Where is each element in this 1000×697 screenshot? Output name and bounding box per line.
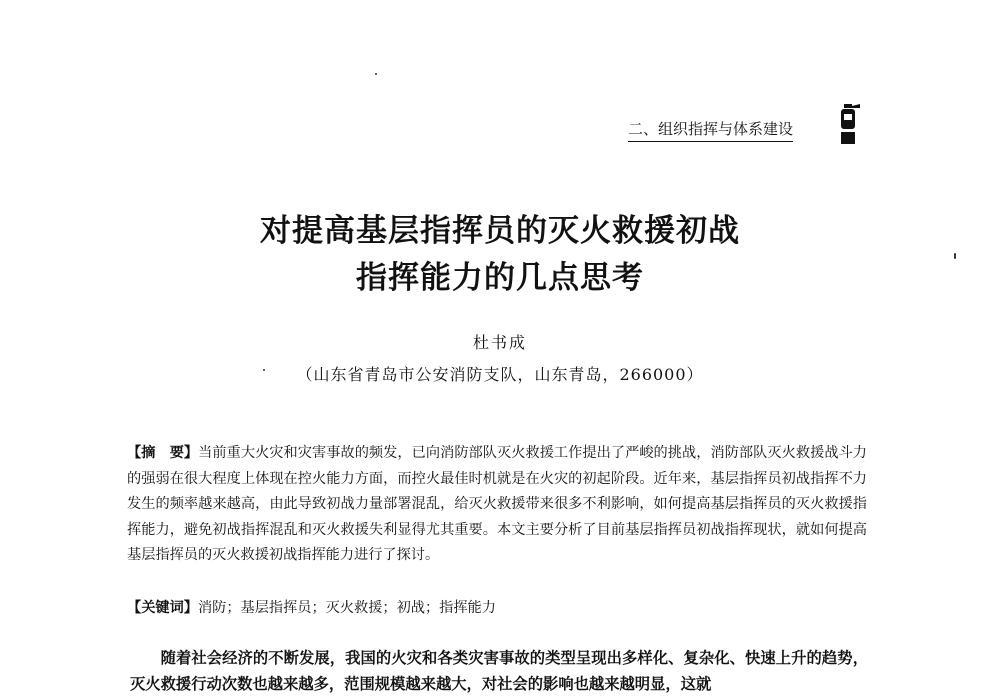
keywords bbox=[127, 597, 867, 617]
abstract bbox=[127, 441, 867, 569]
keywords-text: 消防；基层指挥员；灭火救援；初战；指挥能力 bbox=[197, 600, 496, 616]
section-header: 二、组织指挥与体系建设 bbox=[628, 118, 793, 142]
scan-speck bbox=[954, 253, 956, 259]
keywords-label: 【关键词】 bbox=[127, 600, 198, 616]
abstract-label: 【摘 要】 bbox=[127, 445, 199, 461]
fire-extinguisher-icon bbox=[836, 102, 862, 146]
scan-speck bbox=[375, 73, 377, 75]
abstract-text: 当前重大火灾和灾害事故的频发，已向消防部队灭火救援工作提出了严峻的挑战，消防部队灭火救援战斗力的强弱在很大程度上体现在控火能力方面，而控火最佳时机就是在火灾的初起阶段。近年来，基层指挥员初战指挥不力发生的频率越来越高，由此导致初战力量部署混乱，给灭火救援带来很多不利影响，如何提高基层指挥员的灭火救援指挥能力，避免初战指挥混乱和灭火救援失利显得尤其重要。本文主要分析了目前基层指挥员初战指挥现状，就如何提高基层指挥员的灭火救援初战指挥能力进行了探讨。 bbox=[127, 445, 867, 564]
scan-speck bbox=[263, 369, 265, 371]
paper-title-line-1: 对提高基层指挥员的灭火救援初战 bbox=[260, 213, 740, 249]
body-paragraph: 随着社会经济的不断发展，我国的火灾和各类灾害事故的类型呈现出多样化、复杂化、快速上升的趋势，灭火救援行动次数也越来越多，范围规模越来越大，对社会的影响也越来越明显，这就 bbox=[130, 649, 868, 693]
author-name: 杜书成 bbox=[472, 333, 527, 352]
author-affiliation: （山东省青岛市公安消防支队，山东青岛，266000） bbox=[296, 365, 704, 384]
paper-title-line-2: 指挥能力的几点思考 bbox=[356, 260, 644, 296]
